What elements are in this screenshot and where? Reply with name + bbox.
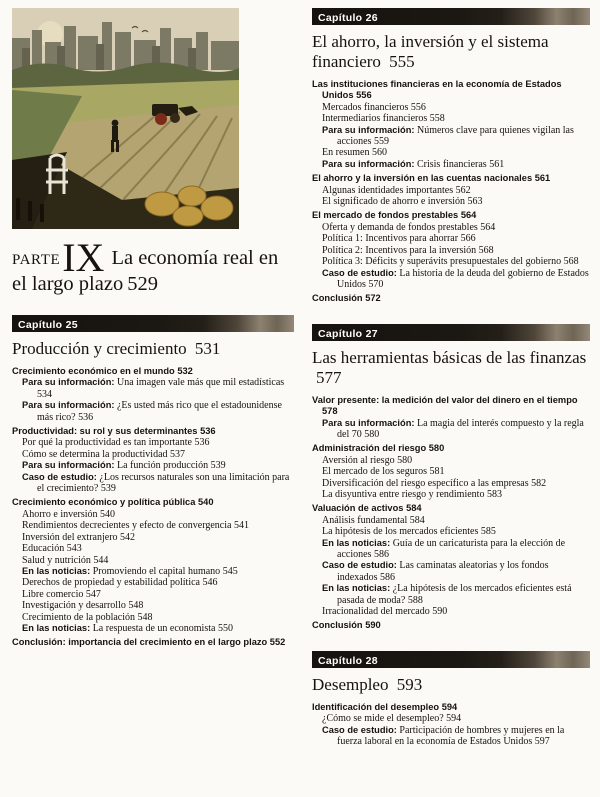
toc-entry — [312, 478, 590, 489]
toc-entry-text: ¿La hipótesis de los mercados eficientes está pasada de moda? — [337, 583, 572, 606]
toc-entry-text: Guía de un caricaturista para la elección de acciones — [337, 537, 566, 560]
toc-entry-text: El ahorro y la inversión en las cuentas nacionales — [312, 173, 533, 184]
chapter-bar — [312, 324, 590, 341]
toc-entry — [312, 702, 590, 713]
chapter-bar — [312, 8, 590, 25]
toc-entry-prefix: En las noticias: — [322, 537, 391, 548]
chapter-bar — [12, 315, 294, 332]
toc-entry-page: 561 — [489, 158, 505, 170]
toc-entry-text: Las caminatas aleatorias y los fondos indexados — [337, 560, 549, 583]
toc-entry — [312, 185, 590, 196]
toc-entry-text: Promoviendo el capital humano — [92, 565, 221, 577]
toc-entry-prefix: Para su información: — [322, 158, 415, 169]
toc-entry-page: 547 — [85, 588, 101, 600]
toc-entry-page: 564 — [460, 210, 477, 221]
toc-entry-text: Participación de hombres y mujeres en la fuerza laboral en la economía de Estados Unidos — [337, 724, 565, 748]
toc-entry — [12, 637, 294, 648]
toc-entries — [312, 79, 590, 305]
chapter-title-text: Producción y crecimiento — [12, 339, 187, 358]
chapter-bar-label: Capítulo 28 — [318, 654, 378, 667]
toc-entry-text: Valuación de activos — [312, 503, 404, 514]
toc-entry — [12, 497, 294, 508]
toc-entry-page: 536 — [194, 437, 210, 449]
chapter-bar-label: Capítulo 27 — [318, 327, 378, 340]
toc-entry-text: La respuesta de un economista — [92, 622, 216, 634]
toc-entry — [312, 395, 590, 418]
toc-entry-page: 543 — [66, 543, 82, 555]
toc-entries — [12, 366, 294, 649]
toc-entry — [312, 466, 590, 477]
chapter-section — [312, 8, 590, 305]
toc-entry-text: Mercados financieros — [322, 101, 409, 113]
chapter-title — [312, 675, 590, 695]
chapter-section — [312, 651, 590, 748]
toc-entry — [312, 526, 590, 537]
toc-entry — [12, 460, 294, 471]
toc-entry-text: Las instituciones financieras en la economía de Estados Unidos — [312, 79, 562, 101]
toc-entry — [312, 233, 590, 244]
farm-painting-graphic — [12, 8, 239, 229]
toc-entry-text: El mercado de fondos prestables — [312, 210, 459, 221]
toc-entry-page: 548 — [128, 600, 144, 612]
toc-entry-text: Valor presente: la medición del valor del dinero en el tiempo — [312, 394, 578, 405]
chapter-bar-label: Capítulo 25 — [18, 319, 78, 331]
toc-entry-page: 586 — [380, 571, 396, 583]
left-column — [12, 8, 294, 668]
toc-entry-text: La hipótesis de los mercados eficientes — [322, 526, 479, 538]
chapter-title — [312, 348, 590, 388]
toc-entry-text: Cómo se determina la productividad — [22, 448, 168, 460]
toc-entry-page: 564 — [480, 221, 496, 233]
part-title: La economía real en el largo plazo — [12, 247, 279, 295]
toc-entry — [312, 173, 590, 184]
toc-entry-page: 568 — [563, 256, 579, 268]
chapter-bar — [312, 651, 590, 668]
toc-entry-page: 584 — [409, 514, 425, 526]
toc-entry-page: 559 — [373, 136, 389, 148]
toc-entry-text: ¿Cómo se mide el desempleo? — [322, 713, 444, 725]
toc-entry-text: Política 3: Déficits y superávits presupuestales del gobierno — [322, 256, 562, 268]
toc-entry-text: Números clave para quienes vigilan las acciones — [337, 124, 574, 148]
toc-entry-text: En resumen — [322, 147, 370, 159]
toc-entry — [312, 196, 590, 207]
toc-entry-page: 552 — [269, 637, 286, 648]
toc-entry-page: 545 — [222, 565, 238, 577]
toc-entry — [312, 159, 590, 170]
toc-entry-text: Algunas identidades importantes — [322, 184, 454, 196]
toc-entry-text: Crecimiento económico y política pública — [12, 497, 196, 508]
toc-entry-text: Una imagen vale más que mil estadísticas — [116, 377, 285, 389]
toc-entry — [12, 532, 294, 543]
toc-entry — [12, 366, 294, 377]
toc-entry-page: 594 — [441, 701, 458, 712]
toc-entry-text: Política 1: Incentivos para ahorrar — [322, 233, 459, 245]
toc-entry-text: Diversificación del riesgo específico a las empresas — [322, 477, 529, 489]
toc-entry-page: 568 — [478, 244, 494, 256]
toc-entry-text: Productividad: su rol y sus determinantes — [12, 426, 198, 437]
toc-entry — [312, 560, 590, 583]
toc-entry-prefix: En las noticias: — [322, 583, 391, 594]
toc-entry-page: 594 — [446, 713, 462, 725]
toc-entry — [312, 455, 590, 466]
toc-entry-page: 536 — [78, 411, 94, 423]
toc-entry — [312, 245, 590, 256]
toc-entry-page: 588 — [407, 594, 423, 606]
toc-entry-text: La historia de la deuda del gobierno de Estados Unidos — [337, 267, 589, 290]
toc-entry-page: 563 — [467, 196, 483, 208]
toc-entry — [312, 606, 590, 617]
toc-entry-page: 590 — [432, 606, 448, 618]
toc-entry — [12, 449, 294, 460]
toc-entry — [12, 377, 294, 400]
toc-entry-page: 541 — [233, 520, 249, 532]
part-page-number: 529 — [127, 273, 158, 295]
toc-entry-prefix: En las noticias: — [22, 565, 91, 576]
toc-entry — [312, 210, 590, 221]
chapter-page-number: 555 — [389, 52, 415, 71]
toc-entry-page: 585 — [480, 526, 496, 538]
toc-entry-prefix: Para su información: — [22, 377, 115, 388]
toc-entry — [312, 620, 590, 631]
toc-entry — [312, 293, 590, 304]
toc-entry — [312, 418, 590, 441]
toc-entry-text: Investigación y desarrollo — [22, 600, 126, 612]
toc-entry-page: 584 — [406, 503, 422, 514]
toc-entry-page: 578 — [322, 406, 338, 417]
toc-entry-text: Irracionalidad del mercado — [322, 606, 430, 618]
toc-entry — [12, 400, 294, 423]
toc-entry-page: 548 — [137, 611, 153, 623]
toc-entry-page: 581 — [429, 466, 445, 478]
toc-entry-prefix: Caso de estudio: — [322, 267, 397, 278]
toc-entry — [312, 147, 590, 158]
toc-entry-text: ¿Es usted más rico que el estadounidense más rico? — [37, 400, 282, 423]
toc-entry — [312, 268, 590, 291]
toc-entry-text: Identificación del desempleo — [312, 701, 440, 712]
toc-entry — [312, 583, 590, 606]
toc-entry — [12, 589, 294, 600]
part-numeral: IX — [62, 235, 105, 280]
toc-entry-page: 560 — [372, 147, 387, 159]
toc-entry — [312, 222, 590, 233]
toc-entry-text: Por qué la productividad es tan importante — [22, 437, 192, 449]
toc-entry-page: 532 — [177, 366, 193, 376]
toc-entry — [312, 79, 590, 102]
toc-entry-text: Política 2: Incentivos para la inversión — [322, 244, 477, 256]
toc-entry-prefix: Para su información: — [322, 124, 415, 135]
part-label: PARTE — [12, 252, 61, 268]
toc-entry-text: ¿Los recursos naturales son una limitación para el crecimiento? — [37, 471, 290, 495]
toc-entry-page: 537 — [170, 448, 186, 460]
toc-entry — [12, 437, 294, 448]
toc-entry-page: 540 — [198, 497, 214, 508]
chapter-section — [312, 324, 590, 632]
toc-entry-text: Análisis fundamental — [322, 514, 408, 526]
toc-entry-text: El mercado de los seguros — [322, 466, 427, 478]
toc-entry-page: 539 — [210, 460, 226, 472]
toc-entries — [312, 702, 590, 748]
toc-entry-page: 540 — [100, 508, 116, 520]
toc-entry-page: 558 — [429, 113, 445, 125]
toc-entry-text: La magia del interés compuesto y la regla del 70 — [337, 417, 584, 440]
toc-entry-page: 542 — [120, 531, 136, 543]
toc-entry-prefix: Para su información: — [22, 460, 115, 471]
toc-entry — [12, 600, 294, 611]
chapter-title — [312, 32, 590, 72]
toc-entry-page: 534 — [37, 388, 52, 400]
toc-entries — [312, 395, 590, 632]
toc-entry-page: 536 — [200, 426, 216, 437]
toc-entry-page: 544 — [93, 554, 109, 566]
toc-entry-text: Libre comercio — [22, 588, 84, 600]
toc-entry-prefix: Caso de estudio: — [22, 471, 97, 482]
toc-entry-page: 580 — [397, 454, 413, 466]
toc-entry-page: 586 — [373, 549, 389, 560]
toc-entry-page: 583 — [486, 488, 502, 500]
toc-entry-prefix: En las noticias: — [22, 622, 91, 633]
part-opener-illustration — [12, 8, 239, 229]
chapter-title-text: El ahorro, la inversión y el sistema financiero — [312, 32, 549, 71]
toc-entry-page: 566 — [460, 233, 476, 245]
toc-entry — [312, 125, 590, 148]
toc-entry-page: 556 — [410, 101, 426, 113]
toc-entry — [12, 520, 294, 531]
chapter-title — [12, 339, 294, 359]
toc-entry — [12, 472, 294, 495]
chapters-right — [312, 8, 590, 747]
toc-entry — [312, 725, 590, 748]
toc-entry-page: 539 — [100, 483, 116, 495]
chapter-title-text: Desempleo — [312, 674, 389, 694]
toc-entry-text: Crecimiento económico en el mundo — [12, 366, 175, 376]
chapters-left — [12, 315, 294, 649]
toc-entry-text: Administración del riesgo — [312, 443, 427, 454]
toc-entry-text: Aversión al riesgo — [322, 454, 395, 466]
toc-entry — [312, 538, 590, 561]
toc-entry — [312, 113, 590, 124]
toc-entry — [12, 612, 294, 623]
toc-entry-prefix: Para su información: — [22, 400, 115, 411]
toc-entry-text: Conclusión — [312, 293, 363, 304]
toc-entry-page: 570 — [368, 278, 384, 290]
chapter-title-text: Las herramientas básicas de las finanzas — [312, 347, 587, 367]
toc-entry-prefix: Caso de estudio: — [322, 560, 397, 571]
toc-entry-prefix: Para su información: — [322, 417, 415, 428]
toc-entry — [312, 256, 590, 267]
chapter-section — [12, 315, 294, 649]
chapter-page-number: 531 — [194, 339, 221, 358]
toc-entry-text: Conclusión — [312, 620, 363, 631]
toc-entry-text: Derechos de propiedad y estabilidad política — [22, 577, 200, 589]
toc-entry-text: Intermediarios financieros — [322, 113, 428, 125]
toc-entry-page: 546 — [202, 577, 218, 589]
toc-entry-page: 580 — [428, 443, 445, 454]
toc-entry-page: 550 — [217, 622, 233, 634]
toc-entry — [312, 489, 590, 500]
toc-entry-page: 561 — [534, 173, 551, 184]
chapter-page-number: 593 — [396, 674, 423, 694]
toc-entry-text: Ahorro e inversión — [22, 508, 98, 520]
toc-entry — [312, 102, 590, 113]
toc-entry — [312, 515, 590, 526]
toc-entry-page: 590 — [365, 620, 381, 631]
toc-entry — [12, 566, 294, 577]
toc-entry-page: 556 — [356, 90, 372, 101]
toc-entry — [312, 443, 590, 454]
toc-entry-text: Conclusión: importancia del crecimiento en el largo plazo — [12, 637, 268, 648]
toc-entry-text: Oferta y demanda de fondos prestables — [322, 221, 478, 233]
chapter-bar-label: Capítulo 26 — [318, 12, 378, 24]
toc-entry-page: 582 — [531, 477, 547, 489]
part-heading — [12, 235, 294, 297]
toc-entry — [312, 503, 590, 514]
toc-entry-text: La disyuntiva entre riesgo y rendimiento — [322, 488, 485, 500]
toc-entry-text: Salud y nutrición — [22, 554, 91, 566]
toc-entry-page: 562 — [455, 184, 471, 196]
toc-entry-page: 580 — [364, 428, 380, 440]
toc-entry-text: Educación — [22, 543, 65, 555]
right-column — [312, 8, 590, 766]
toc-entry — [12, 577, 294, 588]
toc-entry — [12, 555, 294, 566]
toc-entry-text: El significado de ahorro e inversión — [322, 196, 466, 208]
toc-entry-text: Rendimientos decrecientes y efecto de convergencia — [22, 520, 232, 532]
toc-entry-text: La función producción — [116, 460, 209, 472]
toc-entry — [12, 426, 294, 437]
toc-entry-text: Crisis financieras — [416, 158, 487, 170]
toc-entry-text: Crecimiento de la población — [22, 611, 136, 623]
toc-entry-text: Inversión del extranjero — [22, 531, 118, 543]
toc-entry — [12, 623, 294, 634]
toc-entry — [12, 509, 294, 520]
toc-entry-page: 572 — [365, 293, 381, 304]
toc-entry-page: 597 — [534, 736, 550, 748]
chapter-page-number: 577 — [316, 367, 342, 387]
toc-entry — [12, 543, 294, 554]
toc-entry — [312, 713, 590, 724]
toc-entry-prefix: Caso de estudio: — [322, 724, 397, 735]
